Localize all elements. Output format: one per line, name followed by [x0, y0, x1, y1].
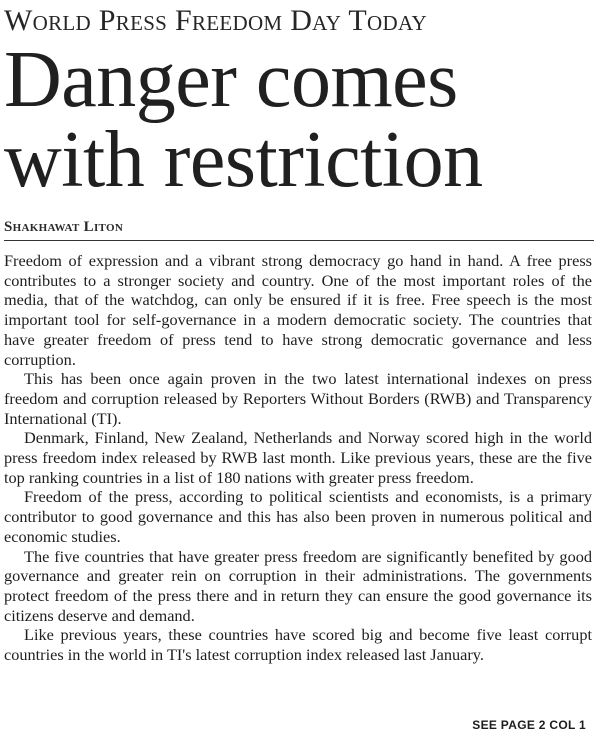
headline — [4, 36, 483, 204]
paragraph: Like previous years, these countries have scored big and become five least corrupt countries in the world in TI's latest corruption index released last January. — [4, 625, 592, 665]
paragraph: Denmark, Finland, New Zealand, Netherlands and Norway scored high in the world press freedom index released by RWB last month. Like previous years, these are the five top ranking countries in a list of 180 nations with greater press freedom. — [4, 428, 592, 487]
paragraph: Freedom of the press, according to political scientists and economists, is a primary contributor to good governance and this has also been proven in numerous political and economic studies. — [4, 487, 592, 546]
headline-line-1: Danger comes — [4, 36, 458, 124]
byline: Shakhawat Liton — [4, 219, 124, 235]
byline-rule — [4, 240, 594, 241]
paragraph: Freedom of expression and a vibrant strong democracy go hand in hand. A free press contributes to a stronger society and country. One of the most important roles of the media, that of the watchdog, can only be ensured if it is free. Free speech is the most important tool for self-governance in a modern democratic society. The countries that have greater freedom of press tend to have strong democratic governance and less corruption. — [4, 251, 592, 369]
paragraph: The five countries that have greater press freedom are significantly benefited by good governance and greater rein on corruption in their administrations. The governments protect freedom of the press there and in return they can ensure the good governance its citizens deserve and demand. — [4, 546, 592, 625]
kicker: World Press Freedom Day Today — [4, 4, 427, 37]
continuation-link[interactable]: SEE PAGE 2 COL 1 — [472, 718, 586, 732]
headline-line-2: with restriction — [4, 116, 483, 204]
article-body — [4, 251, 592, 665]
paragraph: This has been once again proven in the two latest international indexes on press freedom and corruption released by Reporters Without Borders (RWB) and Transparency International (TI). — [4, 369, 592, 428]
